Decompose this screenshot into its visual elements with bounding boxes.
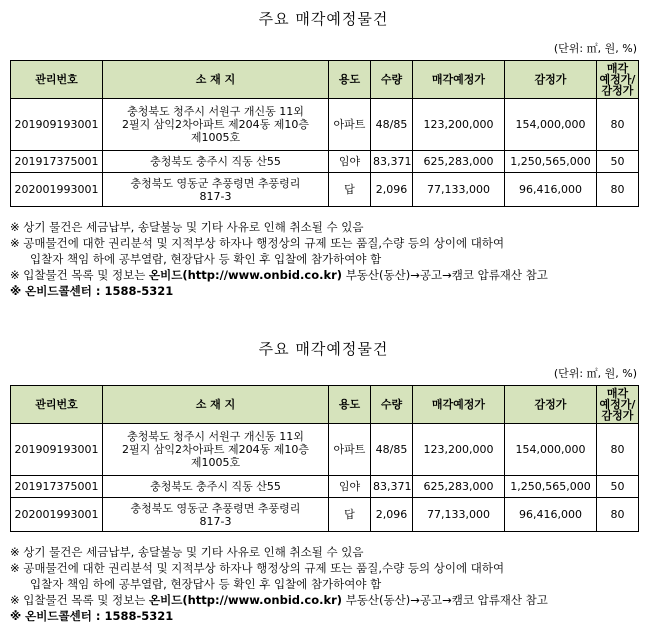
- col-header-quantity: 수량: [371, 386, 413, 424]
- cell-sale-price: 77,133,000: [413, 173, 505, 207]
- cell-use: 아파트: [329, 99, 371, 151]
- cell-quantity: 2,096: [371, 498, 413, 532]
- cell-appraisal: 154,000,000: [505, 424, 597, 476]
- cell-ratio: 80: [597, 498, 639, 532]
- cell-ratio: 80: [597, 173, 639, 207]
- cell-location: 충청북도 청주시 서원구 개신동 11외 2필지 삼익2차아파트 제204동 제10층 제1005호: [103, 99, 329, 151]
- note-call-center: ※ 온비드콜센터 : 1588-5321: [10, 609, 174, 623]
- col-header-ratio: 매각 예정가/ 감정가: [597, 386, 639, 424]
- cell-use: 임야: [329, 151, 371, 173]
- table-header-row: [11, 386, 639, 424]
- cell-id: 201917375001: [11, 151, 103, 173]
- table-row: [11, 476, 639, 498]
- cell-quantity: 2,096: [371, 173, 413, 207]
- cell-ratio: 50: [597, 151, 639, 173]
- note-liability: ※ 공매물건에 대한 권리분석 및 지적부상 하자나 행정상의 규제 또는 품질,수량 등의 상이에 대하여: [10, 561, 505, 575]
- cell-id: 202001993001: [11, 173, 103, 207]
- col-header-ratio: 매각 예정가/ 감정가: [597, 61, 639, 99]
- table-row: [11, 424, 639, 476]
- table-row: [11, 498, 639, 532]
- table-row: [11, 173, 639, 207]
- note-call-center: ※ 온비드콜센터 : 1588-5321: [10, 284, 174, 298]
- unit-label: (단위: ㎡, 원, %): [553, 42, 637, 55]
- cell-use: 답: [329, 498, 371, 532]
- col-header-appraisal: 감정가: [505, 61, 597, 99]
- cell-use: 임야: [329, 476, 371, 498]
- cell-location: 충청북도 충주시 직동 산55: [103, 476, 329, 498]
- table-row: [11, 151, 639, 173]
- cell-id: 201909193001: [11, 99, 103, 151]
- cell-id: 202001993001: [11, 498, 103, 532]
- onbid-link[interactable]: 온비드(http://www.onbid.co.kr): [149, 593, 343, 607]
- onbid-link[interactable]: 온비드(http://www.onbid.co.kr): [149, 268, 343, 282]
- cell-appraisal: 154,000,000: [505, 99, 597, 151]
- cell-ratio: 80: [597, 424, 639, 476]
- note-onbid: [10, 592, 640, 608]
- cell-location: 충청북도 영동군 추풍령면 추풍령리 817-3: [103, 173, 329, 207]
- col-header-appraisal: 감정가: [505, 386, 597, 424]
- col-header-quantity: 수량: [371, 61, 413, 99]
- cell-sale-price: 123,200,000: [413, 99, 505, 151]
- cell-sale-price: 77,133,000: [413, 498, 505, 532]
- cell-quantity: 83,371: [371, 151, 413, 173]
- note-liability-cont: 입찰자 책임 하에 공부열람, 현장답사 등 확인 후 입찰에 참가하여야 함: [30, 577, 382, 591]
- cell-sale-price: 123,200,000: [413, 424, 505, 476]
- note-onbid-suffix: 부동산(동산)→공고→캠코 압류재산 참고: [342, 593, 548, 607]
- col-header-location: 소 재 지: [103, 61, 329, 99]
- cell-ratio: 80: [597, 99, 639, 151]
- cell-id: 201909193001: [11, 424, 103, 476]
- cell-sale-price: 625,283,000: [413, 476, 505, 498]
- cell-appraisal: 96,416,000: [505, 173, 597, 207]
- cell-id: 201917375001: [11, 476, 103, 498]
- cell-quantity: 48/85: [371, 424, 413, 476]
- cell-appraisal: 1,250,565,000: [505, 151, 597, 173]
- cell-appraisal: 1,250,565,000: [505, 476, 597, 498]
- cell-ratio: 50: [597, 476, 639, 498]
- cell-location: 충청북도 청주시 서원구 개신동 11외 2필지 삼익2차아파트 제204동 제10층 제1005호: [103, 424, 329, 476]
- cell-sale-price: 625,283,000: [413, 151, 505, 173]
- col-header-id: 관리번호: [11, 386, 103, 424]
- cell-location: 충청북도 영동군 추풍령면 추풍령리 817-3: [103, 498, 329, 532]
- cell-location: 충청북도 충주시 직동 산55: [103, 151, 329, 173]
- col-header-use: 용도: [329, 61, 371, 99]
- note-onbid-prefix: ※ 입찰물건 목록 및 정보는: [10, 268, 150, 282]
- listing-table: [10, 60, 639, 207]
- cell-quantity: 48/85: [371, 99, 413, 151]
- table-row: [11, 99, 639, 151]
- col-header-use: 용도: [329, 386, 371, 424]
- note-cancellation: ※ 상기 물건은 세금납부, 송달불능 및 기타 사유로 인해 취소될 수 있음: [10, 545, 364, 559]
- note-onbid: [10, 267, 640, 283]
- cell-use: 답: [329, 173, 371, 207]
- col-header-sale-price: 매각예정가: [413, 386, 505, 424]
- note-onbid-prefix: ※ 입찰물건 목록 및 정보는: [10, 593, 150, 607]
- table-header-row: [11, 61, 639, 99]
- col-header-location: 소 재 지: [103, 386, 329, 424]
- notes: [10, 544, 640, 624]
- notes: [10, 219, 640, 299]
- note-cancellation: ※ 상기 물건은 세금납부, 송달불능 및 기타 사유로 인해 취소될 수 있음: [10, 220, 364, 234]
- listing-table: [10, 385, 639, 532]
- page-title: 주요 매각예정물건: [258, 10, 389, 28]
- col-header-id: 관리번호: [11, 61, 103, 99]
- note-liability-cont: 입찰자 책임 하에 공부열람, 현장답사 등 확인 후 입찰에 참가하여야 함: [30, 252, 382, 266]
- cell-use: 아파트: [329, 424, 371, 476]
- cell-appraisal: 96,416,000: [505, 498, 597, 532]
- note-onbid-suffix: 부동산(동산)→공고→캠코 압류재산 참고: [342, 268, 548, 282]
- col-header-sale-price: 매각예정가: [413, 61, 505, 99]
- note-liability: ※ 공매물건에 대한 권리분석 및 지적부상 하자나 행정상의 규제 또는 품질,수량 등의 상이에 대하여: [10, 236, 505, 250]
- page-title: 주요 매각예정물건: [258, 340, 389, 358]
- unit-label: (단위: ㎡, 원, %): [553, 367, 637, 380]
- cell-quantity: 83,371: [371, 476, 413, 498]
